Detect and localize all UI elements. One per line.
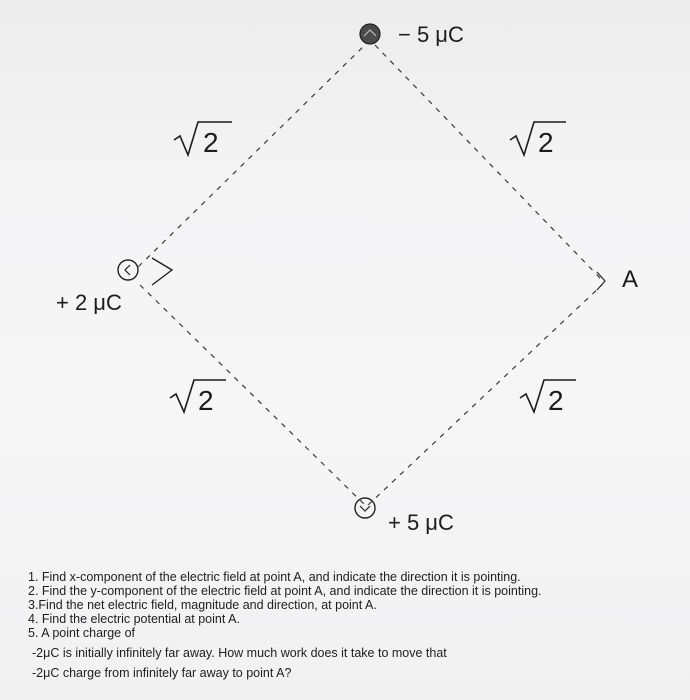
question-5-line-2: -2μC is initially infinitely far away. How much work does it take to move that	[32, 646, 447, 660]
question-1: 1. Find x-component of the electric field at point A, and indicate the direction it is pointing.	[28, 570, 521, 584]
side-label-top-left	[174, 122, 232, 158]
question-2: 2. Find the y-component of the electric field at point A, and indicate the direction it is pointing.	[28, 584, 542, 598]
point-a-label: A	[622, 266, 639, 293]
side-label-bottom-right	[520, 380, 576, 416]
charge-left	[118, 258, 172, 285]
question-5-line-3: -2μC charge from infinitely far away to point A?	[32, 666, 292, 680]
point-a-chevron	[597, 272, 605, 290]
charge-bottom	[355, 498, 375, 518]
side-label-top-left-value: 2	[203, 127, 219, 158]
side-label-bottom-right-value: 2	[548, 385, 564, 416]
charge-left-label: + 2 μC	[56, 290, 122, 315]
question-list	[28, 570, 668, 680]
edge-top-left	[135, 40, 370, 270]
charge-bottom-label: + 5 μC	[388, 510, 454, 535]
question-4: 4. Find the electric potential at point A.	[28, 612, 240, 626]
side-label-top-right-value: 2	[538, 127, 554, 158]
side-label-bottom-left	[170, 380, 226, 416]
side-label-bottom-left-value: 2	[198, 385, 214, 416]
edge-top-right	[375, 45, 602, 280]
side-label-top-right	[510, 122, 566, 158]
edge-bottom-right	[368, 285, 602, 505]
charge-top	[360, 24, 380, 44]
question-3: 3.Find the net electric field, magnitude and direction, at point A.	[28, 598, 377, 612]
charge-top-label: − 5 μC	[398, 22, 464, 47]
question-5: 5. A point charge of	[28, 626, 136, 640]
